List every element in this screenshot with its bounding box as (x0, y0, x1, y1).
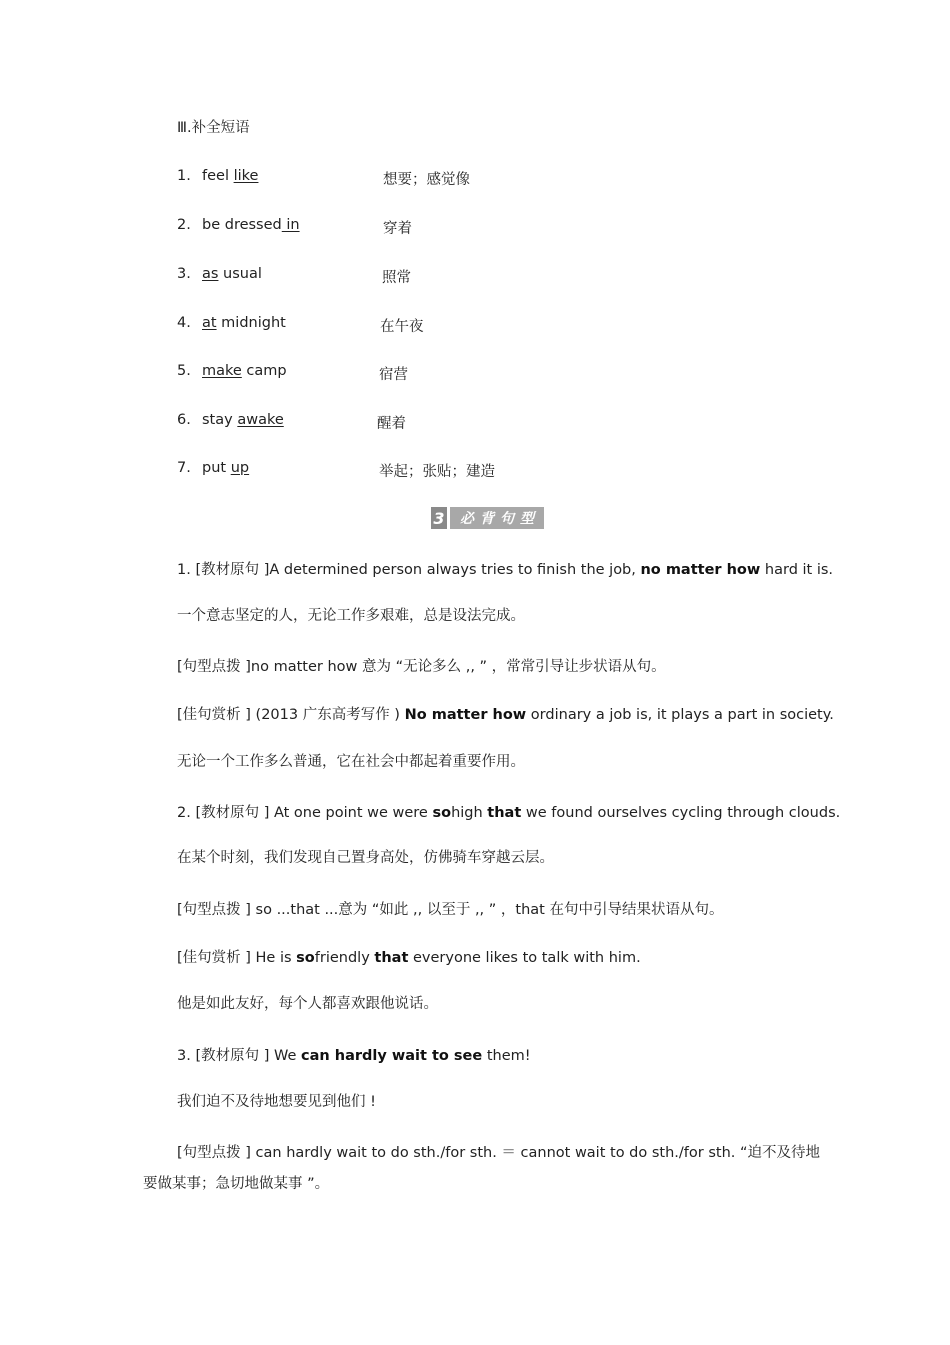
phrase-chinese: 照常 (382, 270, 411, 286)
sentence-3-translation: 我们迫不及待地想要见到他们 ! (177, 1094, 376, 1110)
phrase-item (177, 412, 777, 432)
phrase-number: 2. (177, 217, 191, 233)
sentence-3-tip: [句型点拨 ] can hardly wait to do sth./for sth. ＝ cannot wait to do sth./for sth. “迫不及待地 (177, 1145, 820, 1161)
phrase-answer: awake (237, 412, 284, 428)
key-phrase: so (432, 805, 452, 821)
section-badge-number: 3 (431, 507, 447, 529)
phrase-item (177, 363, 777, 383)
sentence-2-example-translation: 他是如此友好，每个人都喜欢跟他说话。 (177, 996, 438, 1012)
key-phrase: that (374, 950, 409, 966)
section-heading: Ⅲ.补全短语 (177, 120, 250, 136)
key-phrase: no matter how (640, 562, 761, 578)
sentence-1-example-translation: 无论一个工作多么普通，它在社会中都起着重要作用。 (177, 754, 525, 770)
sentence-1-tip: [句型点拨 ]no matter how 意为 “无论多么 ,, ” ，常常引导让步状语从句。 (177, 659, 666, 675)
phrase-item (177, 217, 777, 237)
sentence-1-translation: 一个意志坚定的人，无论工作多艰难，总是设法完成。 (177, 608, 525, 624)
phrase-answer: at (202, 315, 217, 331)
sentence-2-translation: 在某个时刻，我们发现自己置身高处，仿佛骑车穿越云层。 (177, 850, 554, 866)
phrase-english: put up (202, 460, 250, 476)
phrase-item (177, 266, 777, 286)
phrase-english: stay awake (202, 412, 284, 428)
phrase-item (177, 460, 777, 480)
phrase-number: 3. (177, 266, 191, 282)
phrase-item (177, 168, 777, 188)
phrase-english: at midnight (202, 315, 286, 331)
phrase-number: 4. (177, 315, 191, 331)
sentence-2-original: 2. [教材原句 ] At one point we were sohigh that we found ourselves cycling through clouds. (177, 805, 841, 821)
phrase-number: 5. (177, 363, 191, 379)
phrase-number: 1. (177, 168, 191, 184)
phrase-chinese: 在午夜 (380, 319, 424, 335)
phrase-number: 7. (177, 460, 191, 476)
phrase-number: 6. (177, 412, 191, 428)
sentence-2-tip: [句型点拨 ] so ...that ...意为 “如此 ,, 以至于 ,, ” ，that 在句中引导结果状语从句。 (177, 902, 724, 918)
phrase-answer: in (281, 217, 300, 233)
phrase-chinese: 醒着 (377, 416, 406, 432)
phrase-english: be dressed in (202, 217, 300, 233)
phrase-chinese: 想要；感觉像 (383, 172, 470, 188)
phrase-answer: like (233, 168, 259, 184)
sentence-1-example: [佳句赏析 ] (2013 广东高考写作 ) No matter how ordinary a job is, it plays a part in society. (177, 707, 834, 723)
sentence-1-original: 1. [教材原句 ]A determined person always tries to finish the job, no matter how hard it is. (177, 562, 834, 578)
section-badge (431, 507, 544, 529)
key-phrase: can hardly wait to see (301, 1048, 483, 1064)
phrase-answer: up (230, 460, 250, 476)
key-phrase: that (487, 805, 522, 821)
key-phrase: No matter how (404, 707, 527, 723)
phrase-answer: as (202, 266, 219, 282)
phrase-chinese: 宿营 (379, 367, 408, 383)
sentence-3-original: 3. [教材原句 ] We can hardly wait to see them! (177, 1048, 531, 1064)
sentence-3-tip-continued: 要做某事；急切地做某事 ”。 (143, 1176, 330, 1192)
phrase-answer: make (202, 363, 242, 379)
phrase-english: make camp (202, 363, 287, 379)
sentence-2-example: [佳句赏析 ] He is sofriendly that everyone likes to talk with him. (177, 950, 641, 966)
phrase-chinese: 穿着 (383, 221, 412, 237)
phrase-item (177, 315, 777, 335)
phrase-chinese: 举起；张贴；建造 (379, 464, 495, 480)
phrase-english: feel like (202, 168, 259, 184)
key-phrase: so (296, 950, 315, 966)
phrase-english: as usual (202, 266, 262, 282)
section-badge-label: 必背句型 (450, 507, 544, 529)
